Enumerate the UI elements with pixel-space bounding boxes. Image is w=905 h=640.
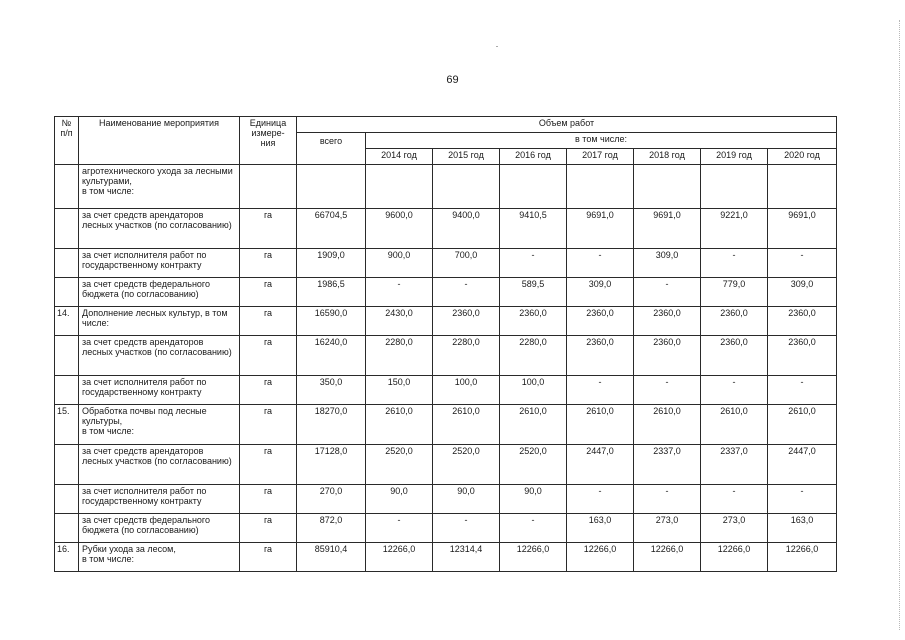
row-unit: га [240, 514, 297, 543]
row-total: 872,0 [297, 514, 366, 543]
row-total: 85910,4 [297, 543, 366, 572]
row-unit: га [240, 209, 297, 249]
row-unit: га [240, 336, 297, 376]
row-number: 15. [55, 405, 79, 445]
row-year-value: - [567, 249, 634, 278]
row-year-value: 2610,0 [567, 405, 634, 445]
table-row [55, 376, 837, 405]
row-unit: га [240, 405, 297, 445]
row-year-value: 12266,0 [634, 543, 701, 572]
row-year-value: - [567, 485, 634, 514]
header-total: всего [297, 133, 366, 165]
row-name: агротехнического ухода за лесными культурами, в том числе: [79, 165, 240, 209]
header-unit: Единица измере- ния [240, 117, 297, 165]
row-number [55, 376, 79, 405]
row-unit: га [240, 249, 297, 278]
row-name: за счет исполнителя работ по государственному контракту [79, 249, 240, 278]
row-year-value: 2610,0 [500, 405, 567, 445]
row-year-value: 9400,0 [433, 209, 500, 249]
table-row [55, 307, 837, 336]
row-year-value: 2337,0 [634, 445, 701, 485]
header-year: 2020 год [768, 149, 837, 165]
row-year-value: - [634, 485, 701, 514]
row-year-value: 2360,0 [634, 336, 701, 376]
row-year-value [366, 165, 433, 209]
row-year-value: 2360,0 [768, 336, 837, 376]
row-unit: га [240, 485, 297, 514]
row-number [55, 209, 79, 249]
row-year-value: 2520,0 [500, 445, 567, 485]
header-year: 2015 год [433, 149, 500, 165]
row-year-value: - [366, 514, 433, 543]
row-year-value: 2430,0 [366, 307, 433, 336]
row-year-value: 589,5 [500, 278, 567, 307]
row-year-value: - [634, 278, 701, 307]
row-total: 17128,0 [297, 445, 366, 485]
page-number: 69 [446, 74, 459, 86]
scan-speck [496, 46, 498, 47]
row-year-value: 100,0 [433, 376, 500, 405]
row-year-value: 9691,0 [768, 209, 837, 249]
row-year-value: 309,0 [634, 249, 701, 278]
row-year-value: 2520,0 [433, 445, 500, 485]
row-name: за счет исполнителя работ по государственному контракту [79, 376, 240, 405]
row-year-value: 12266,0 [567, 543, 634, 572]
row-total: 16590,0 [297, 307, 366, 336]
row-total: 66704,5 [297, 209, 366, 249]
row-total: 270,0 [297, 485, 366, 514]
table-row [55, 445, 837, 485]
row-year-value: 12266,0 [366, 543, 433, 572]
row-year-value: 2360,0 [567, 307, 634, 336]
header-year: 2016 год [500, 149, 567, 165]
row-year-value: 700,0 [433, 249, 500, 278]
row-year-value: 2610,0 [634, 405, 701, 445]
row-name: Дополнение лесных культур, в том числе: [79, 307, 240, 336]
row-number [55, 249, 79, 278]
row-total: 1909,0 [297, 249, 366, 278]
row-year-value: 2360,0 [701, 307, 768, 336]
row-year-value: 2280,0 [433, 336, 500, 376]
row-year-value: 309,0 [567, 278, 634, 307]
row-total [297, 165, 366, 209]
row-name: за счет средств федерального бюджета (по согласованию) [79, 514, 240, 543]
works-volume-table [54, 116, 837, 572]
row-total: 350,0 [297, 376, 366, 405]
row-number [55, 445, 79, 485]
row-year-value [567, 165, 634, 209]
row-year-value: - [768, 485, 837, 514]
row-year-value: 90,0 [433, 485, 500, 514]
row-number [55, 514, 79, 543]
row-year-value: 2360,0 [500, 307, 567, 336]
row-name: за счет средств арендаторов лесных участков (по согласованию) [79, 209, 240, 249]
row-year-value: - [366, 278, 433, 307]
row-year-value: - [701, 485, 768, 514]
table-row [55, 249, 837, 278]
row-year-value: 9691,0 [634, 209, 701, 249]
row-year-value: 2610,0 [366, 405, 433, 445]
row-year-value: - [634, 376, 701, 405]
header-including: в том числе: [366, 133, 837, 149]
row-name: за счет средств арендаторов лесных участков (по согласованию) [79, 445, 240, 485]
row-year-value: 9600,0 [366, 209, 433, 249]
header-year: 2019 год [701, 149, 768, 165]
row-number: 14. [55, 307, 79, 336]
row-year-value: 2610,0 [768, 405, 837, 445]
row-year-value: 779,0 [701, 278, 768, 307]
row-year-value: 163,0 [768, 514, 837, 543]
row-year-value: 273,0 [634, 514, 701, 543]
row-year-value: 2360,0 [634, 307, 701, 336]
row-year-value [500, 165, 567, 209]
row-year-value [634, 165, 701, 209]
table-row [55, 165, 837, 209]
row-number [55, 485, 79, 514]
row-year-value: 2610,0 [701, 405, 768, 445]
row-year-value: 100,0 [500, 376, 567, 405]
row-unit [240, 165, 297, 209]
table-body [55, 165, 837, 572]
row-number [55, 165, 79, 209]
row-year-value: - [500, 249, 567, 278]
header-volume: Объем работ [297, 117, 837, 133]
row-name: за счет средств арендаторов лесных участков (по согласованию) [79, 336, 240, 376]
header-year: 2014 год [366, 149, 433, 165]
row-year-value: 2447,0 [567, 445, 634, 485]
row-year-value: 273,0 [701, 514, 768, 543]
table-row [55, 485, 837, 514]
table-row [55, 405, 837, 445]
row-year-value: 2447,0 [768, 445, 837, 485]
row-year-value [433, 165, 500, 209]
table-row [55, 209, 837, 249]
row-year-value: 12266,0 [500, 543, 567, 572]
row-year-value [768, 165, 837, 209]
row-total: 16240,0 [297, 336, 366, 376]
row-year-value: 9410,5 [500, 209, 567, 249]
row-year-value: 2520,0 [366, 445, 433, 485]
row-year-value: 309,0 [768, 278, 837, 307]
row-year-value: 2360,0 [433, 307, 500, 336]
row-name: за счет средств федерального бюджета (по согласованию) [79, 278, 240, 307]
row-unit: га [240, 307, 297, 336]
header-year: 2018 год [634, 149, 701, 165]
row-year-value: 12314,4 [433, 543, 500, 572]
row-year-value: 2360,0 [701, 336, 768, 376]
header-year: 2017 год [567, 149, 634, 165]
row-year-value: 12266,0 [701, 543, 768, 572]
row-unit: га [240, 543, 297, 572]
row-year-value: 163,0 [567, 514, 634, 543]
row-year-value: - [433, 278, 500, 307]
row-year-value: 900,0 [366, 249, 433, 278]
row-total: 1986,5 [297, 278, 366, 307]
row-unit: га [240, 376, 297, 405]
row-year-value [701, 165, 768, 209]
row-year-value: - [567, 376, 634, 405]
row-year-value: - [500, 514, 567, 543]
row-year-value: 150,0 [366, 376, 433, 405]
row-year-value: 9691,0 [567, 209, 634, 249]
row-year-value: 2280,0 [500, 336, 567, 376]
row-year-value: 9221,0 [701, 209, 768, 249]
row-year-value: 2610,0 [433, 405, 500, 445]
row-number [55, 278, 79, 307]
row-year-value: 2337,0 [701, 445, 768, 485]
header-name: Наименование мероприятия [79, 117, 240, 165]
table-row [55, 543, 837, 572]
row-year-value: 90,0 [500, 485, 567, 514]
row-unit: га [240, 278, 297, 307]
table-row [55, 514, 837, 543]
row-unit: га [240, 445, 297, 485]
row-name: Рубки ухода за лесом, в том числе: [79, 543, 240, 572]
row-year-value: - [701, 249, 768, 278]
table-row [55, 336, 837, 376]
row-number: 16. [55, 543, 79, 572]
row-year-value: - [768, 376, 837, 405]
row-year-value: 2360,0 [567, 336, 634, 376]
page-edge-dotted-line [899, 20, 900, 630]
row-total: 18270,0 [297, 405, 366, 445]
header-num: № п/п [55, 117, 79, 165]
row-year-value: - [701, 376, 768, 405]
row-year-value: 90,0 [366, 485, 433, 514]
row-number [55, 336, 79, 376]
table-header [55, 117, 837, 165]
row-year-value: - [433, 514, 500, 543]
table-row [55, 278, 837, 307]
row-year-value: 2360,0 [768, 307, 837, 336]
row-year-value: - [768, 249, 837, 278]
row-name: Обработка почвы под лесные культуры, в том числе: [79, 405, 240, 445]
row-year-value: 12266,0 [768, 543, 837, 572]
row-year-value: 2280,0 [366, 336, 433, 376]
row-name: за счет исполнителя работ по государственному контракту [79, 485, 240, 514]
